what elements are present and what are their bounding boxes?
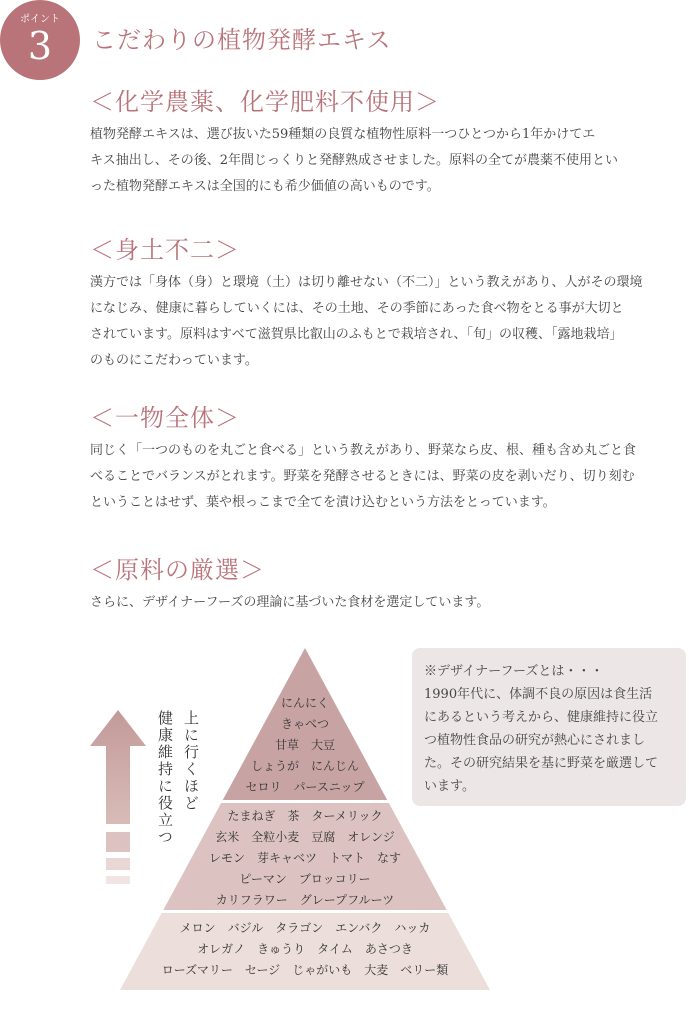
section-body-1 xyxy=(90,122,680,200)
health-label-line-1: 上に行くほど xyxy=(182,710,200,812)
pyramid-item: レモン 芽キャベツ トマト なす xyxy=(208,851,401,865)
point-badge xyxy=(0,0,80,80)
section-body-3 xyxy=(90,438,680,516)
pyramid-item: メロン バジル タラゴン エンバク ハッカ xyxy=(179,921,431,935)
body-line: べることでバランスがとれます。野菜を発酵させるときには、野菜の皮を剥いだり、切り刻む xyxy=(90,469,635,484)
note-line: た。その研究結果を基に野菜を厳選して xyxy=(424,756,659,771)
health-label-line-2: 健康維持に役立つ xyxy=(156,710,174,846)
pyramid-item: オレガノ きゅうり タイム あさつき xyxy=(197,942,413,956)
pyramid-item: たまねぎ 茶 ターメリック xyxy=(227,809,383,823)
body-line: った植物発酵エキスは全国的にも希少価値の高いものです。 xyxy=(90,179,440,194)
pyramid-item: きゃべつ xyxy=(280,717,329,731)
body-line: ということはせず、葉や根っこまで全てを漬け込むという方法をとっています。 xyxy=(90,495,556,510)
note-line: います。 xyxy=(424,779,475,794)
body-line: さらに、デザイナーフーズの理論に基づいた食材を選定しています。 xyxy=(90,595,490,610)
body-line: 漢方では「身体（身）と環境（土）は切り離せない（不二）」という教えがあり、人がその環境 xyxy=(90,275,643,290)
body-line: になじみ、健康に暮らしていくには、その土地、その季節にあった食べ物をとる事が大切と xyxy=(90,301,624,316)
pyramid-item: にんにく xyxy=(280,696,329,710)
body-line: 同じく「一つのものを丸ごと食べる」という教えがあり、野菜なら皮、根、種も含め丸ごと食 xyxy=(90,443,637,458)
section-heading-1: ＜化学農薬、化学肥料不使用＞ xyxy=(90,88,440,116)
body-line: されています。原料はすべて滋賀県比叡山のふもとで栽培され、「旬」の収穫、「露地栽培」 xyxy=(90,327,623,342)
pyramid-tier-bottom-labels xyxy=(120,918,490,981)
pyramid-item: セロリ パースニップ xyxy=(245,780,365,794)
note-line: にあるという考えから、健康維持に役立 xyxy=(424,710,659,725)
badge-number: 3 xyxy=(27,24,53,68)
body-line: キス抽出し、その後、2年間じっくりと発酵熟成させました。原料の全てが農薬不使用とい xyxy=(90,153,619,168)
body-line: のものにこだわっています。 xyxy=(90,353,258,368)
note-line: ※デザイナーフーズとは・・・ xyxy=(424,664,604,679)
pyramid-tier-middle-labels xyxy=(120,806,490,911)
section-heading-2: ＜身土不二＞ xyxy=(90,236,240,264)
pyramid-item: 玄米 全粒小麦 豆腐 オレンジ xyxy=(215,830,395,844)
note-line: つ植物性食品の研究が熱心にされまし xyxy=(424,733,646,748)
pyramid-item: ローズマリー セージ じゃがいも 大麦 ベリー類 xyxy=(161,963,449,977)
pyramid-tier-top-labels xyxy=(120,693,490,798)
body-line: 植物発酵エキスは、選び抜いた59種類の良質な植物性原料一つひとつから1年かけてエ xyxy=(90,127,596,142)
page-title: こだわりの植物発酵エキス xyxy=(92,26,392,54)
pyramid-item: 甘草 大豆 xyxy=(274,738,335,752)
note-line: 1990年代に、体調不良の原因は食生活 xyxy=(424,687,653,702)
badge-label: ポイント xyxy=(20,14,60,25)
pyramid-item: しょうが にんじん xyxy=(250,759,359,773)
section-heading-4: ＜原料の厳選＞ xyxy=(90,556,265,584)
section-body-2 xyxy=(90,270,680,374)
pyramid-item: カリフラワー グレープフルーツ xyxy=(215,893,395,907)
section-heading-3: ＜一物全体＞ xyxy=(90,404,240,432)
section-body-4 xyxy=(90,590,680,616)
pyramid-item: ピーマン ブロッコリー xyxy=(239,872,371,886)
